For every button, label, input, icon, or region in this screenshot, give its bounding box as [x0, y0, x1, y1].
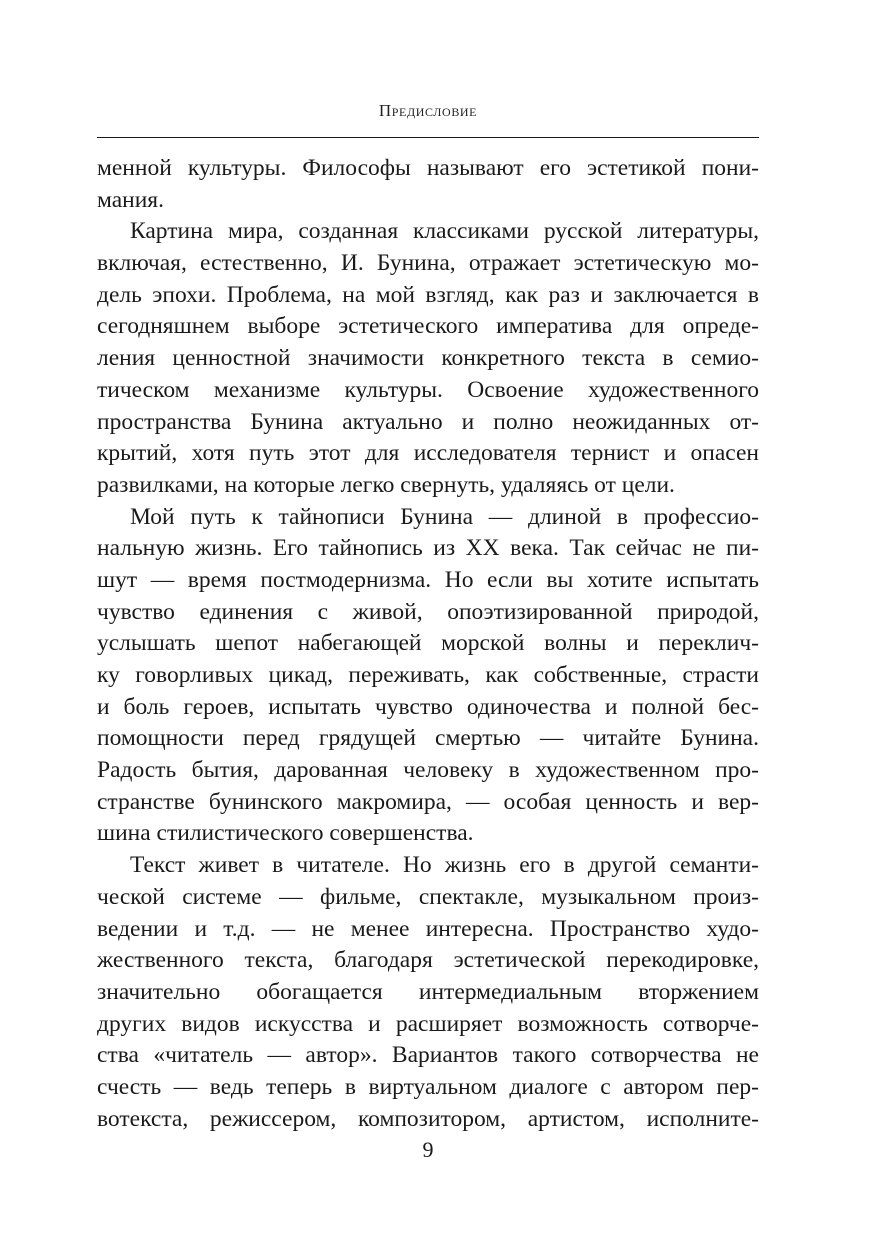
text-line: Мой путь к тайнописи Бунина — длиной в профессио- — [130, 503, 759, 530]
text-line: и боль героев, испытать чувство одиночества и полной бес- — [97, 693, 759, 720]
text-line: странстве бунинского макромира, — особая ценность и вер- — [97, 788, 759, 815]
text-line: включая, естественно, И. Бунина, отражает эстетическую мо- — [97, 250, 759, 277]
text-line: других видов искусства и расширяет возможность сотворче- — [97, 1010, 759, 1037]
text-line: ку говорливых цикад, переживать, как собственные, страсти — [97, 662, 759, 688]
text-line: ведении и т.д. — не менее интересна. Пространство худо- — [97, 915, 759, 942]
text-line: тическом механизме культуры. Освоение художественного — [97, 376, 759, 403]
text-line: сегодняшнем выборе эстетического императива для опреде- — [97, 313, 759, 340]
text-line: мания. — [97, 186, 164, 213]
text-line: чувство единения с живой, опоэтизированной природой, — [97, 598, 759, 625]
text-line: услышать шепот набегающей морской волны и переклич- — [97, 630, 759, 657]
text-line: ческой системе — фильме, спектакле, музыкальном произ- — [97, 883, 759, 910]
text-line: Картина мира, созданная классиками русской литературы, — [130, 218, 759, 245]
text-line: дель эпохи. Проблема, на мой взгляд, как раз и заключается в — [97, 281, 759, 308]
text-line: пространства Бунина актуально и полно неожиданных от- — [97, 408, 759, 435]
text-line: ления ценностной значимости конкретного текста в семио- — [97, 345, 759, 372]
text-line: ства «читатель — автор». Вариантов такого сотворчества не — [97, 1042, 759, 1069]
text-line: менной культуры. Философы называют его эстетикой пони- — [97, 155, 759, 181]
text-line: Радость бытия, дарованная человеку в художественном про- — [97, 757, 759, 784]
page-number: 9 — [422, 1137, 434, 1162]
text-line: шут — время постмодернизма. Но если вы хотите испытать — [97, 566, 759, 593]
text-line: счесть — ведь теперь в виртуальном диалоге с автором пер- — [97, 1073, 759, 1100]
running-header: Предисловие — [378, 101, 478, 120]
text-line: шина стилистического совершенства. — [97, 820, 474, 847]
body-text — [97, 153, 759, 1135]
text-line: развилками, на которые легко свернуть, удаляясь от цели. — [97, 471, 675, 498]
text-line: нальную жизнь. Его тайнопись из XX века. Так сейчас не пи- — [97, 535, 759, 562]
header-rule — [97, 137, 759, 138]
text-line: значительно обогащается интермедиальным вторжением — [97, 978, 759, 1005]
paragraph — [97, 216, 759, 501]
text-line: вотекста, режиссером, композитором, артистом, исполните- — [97, 1105, 759, 1132]
text-line: помощности перед грядущей смертью — читайте Бунина. — [97, 725, 759, 752]
paragraph — [97, 850, 759, 1135]
paragraph — [97, 153, 759, 216]
text-line: Текст живет в читателе. Но жизнь его в другой семанти- — [130, 852, 759, 879]
paragraph — [97, 502, 759, 851]
text-line: крытий, хотя путь этот для исследователя тернист и опасен — [97, 440, 759, 467]
text-line: жественного текста, благодаря эстетической перекодировке, — [97, 947, 759, 974]
